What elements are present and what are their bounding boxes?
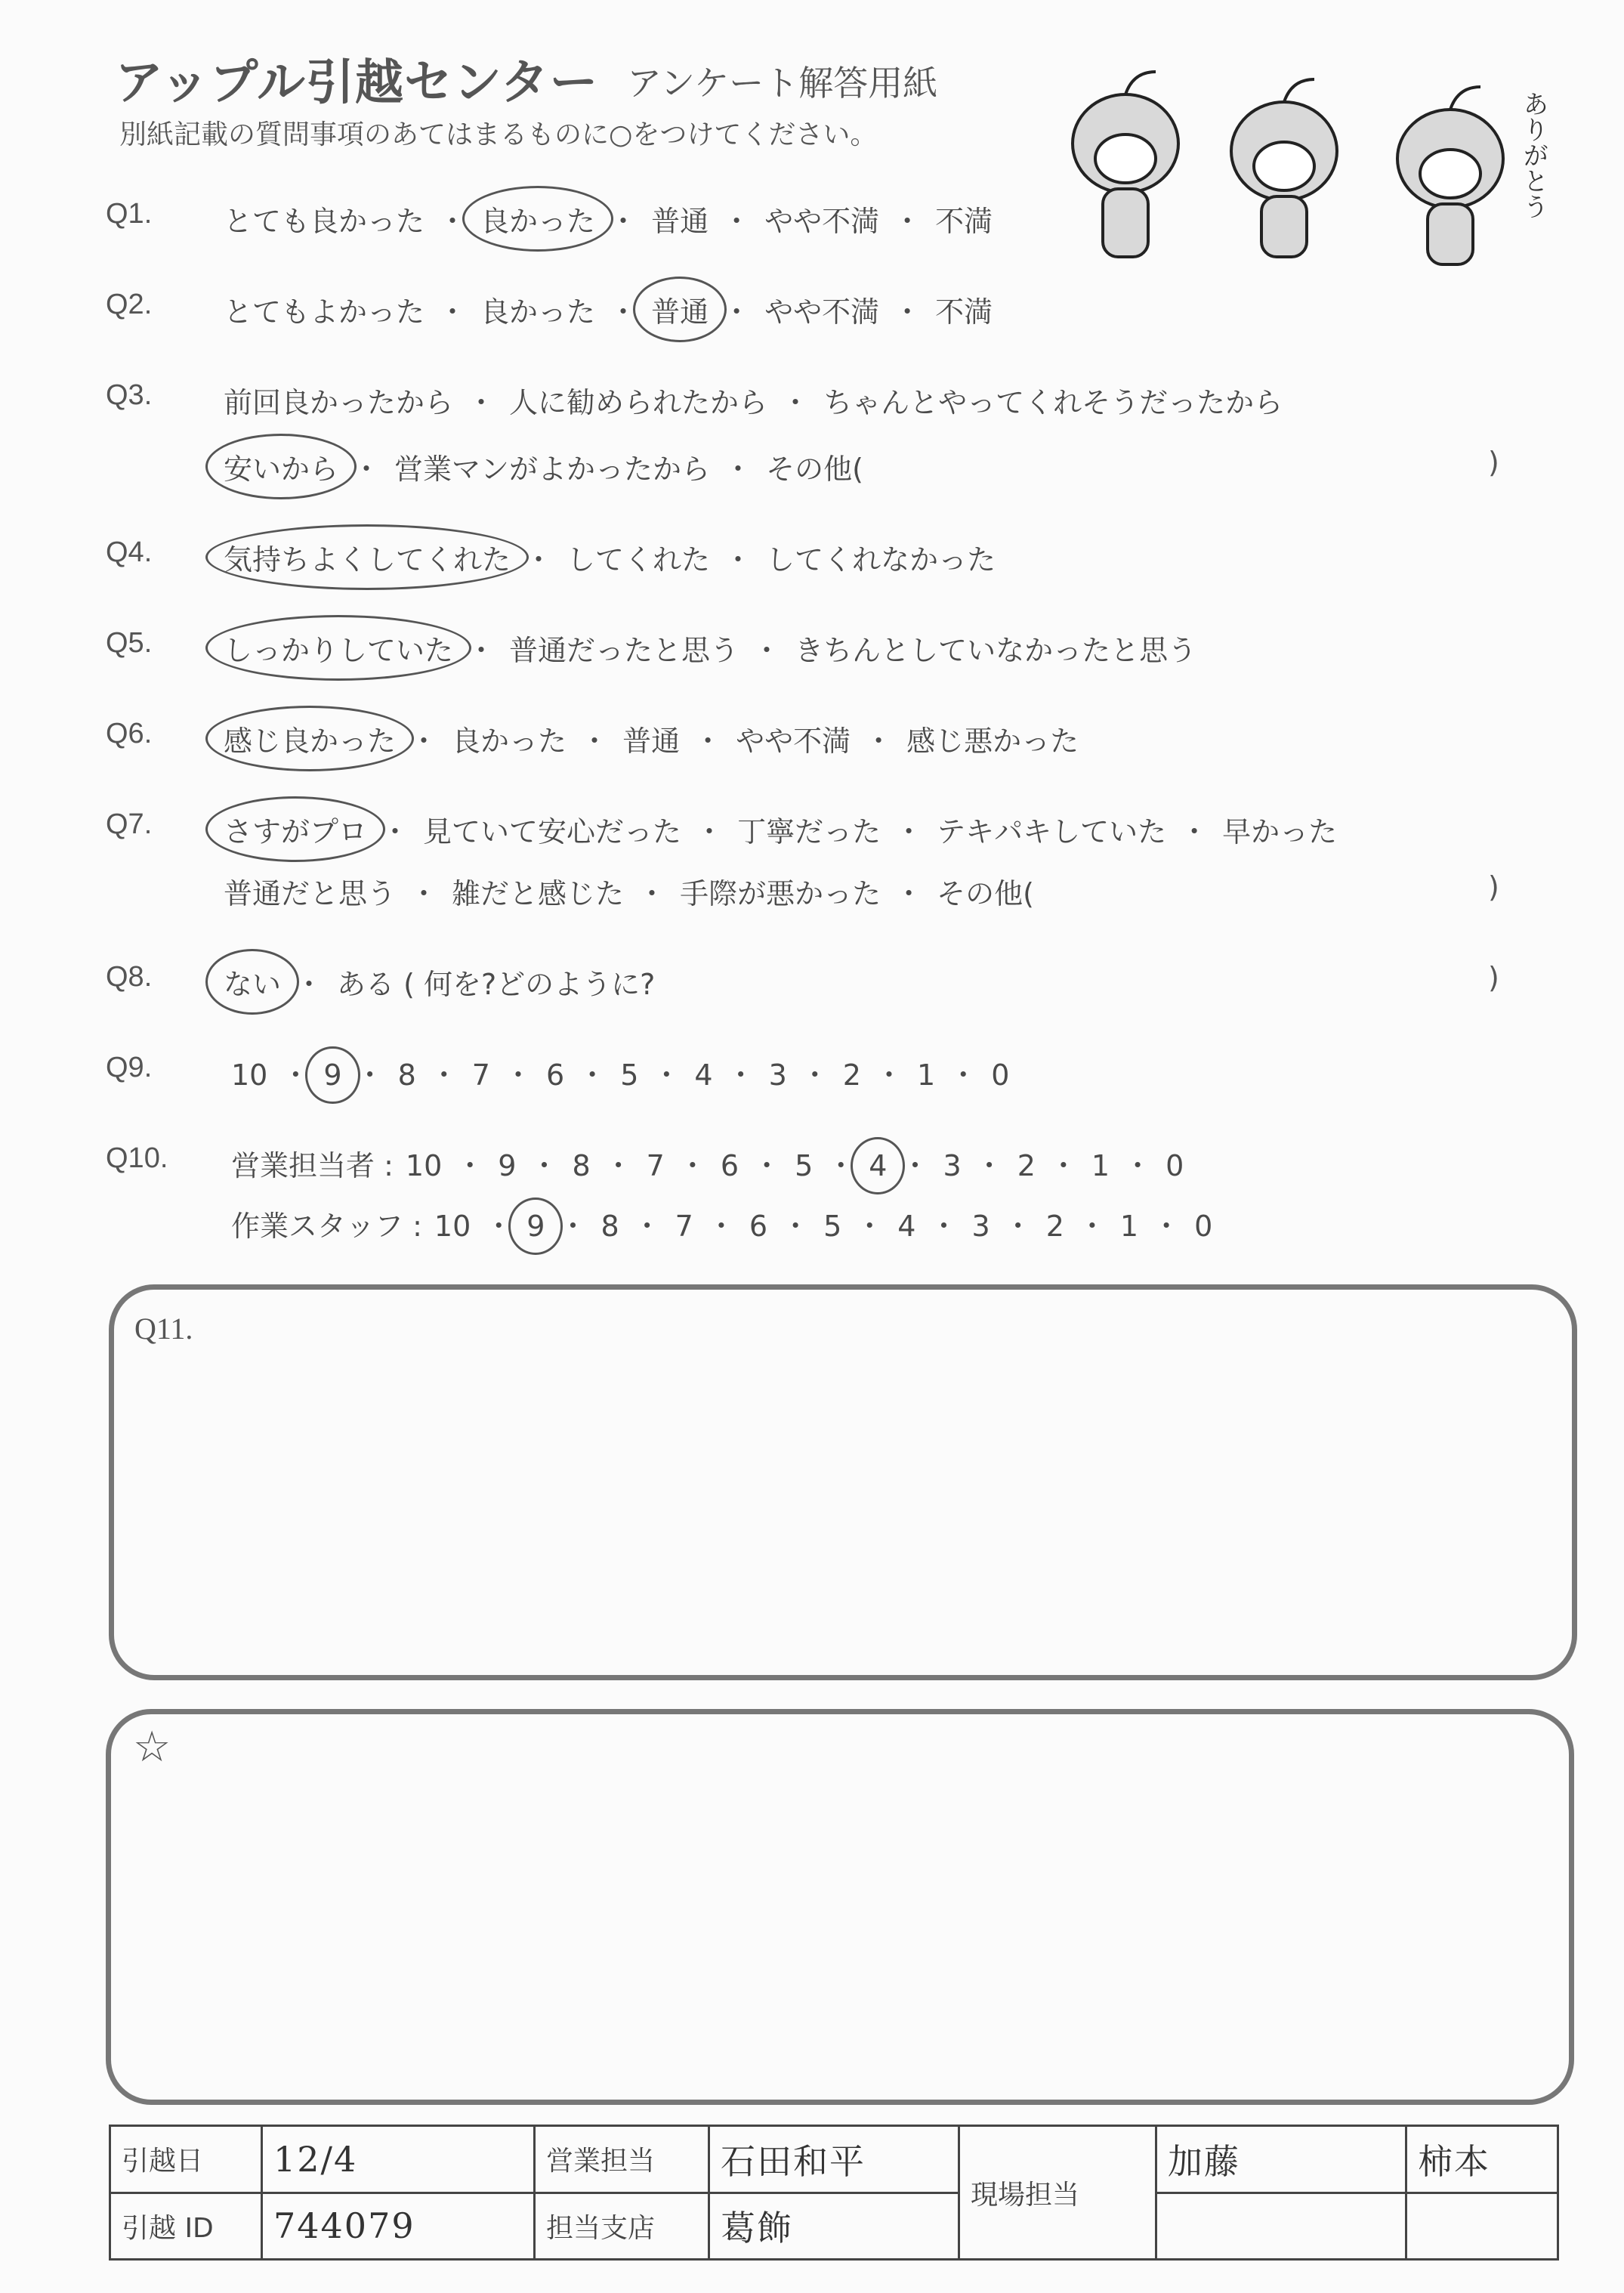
separator: ・: [800, 1058, 829, 1092]
question-label: Q7.: [106, 808, 153, 840]
separator: ・: [695, 815, 724, 848]
separator: ・: [893, 205, 922, 238]
answer-option[interactable]: 雑だと感じた: [452, 877, 625, 910]
separator: ・: [781, 1210, 810, 1243]
separator: ・: [558, 1210, 588, 1243]
star-comment-box[interactable]: [106, 1709, 1574, 2105]
separator: ・: [352, 453, 381, 486]
answer-option[interactable]: 2: [1017, 1149, 1036, 1182]
answer-option[interactable]: 6: [720, 1149, 739, 1182]
answer-option[interactable]: やや不満: [764, 295, 880, 329]
answer-option[interactable]: とてもよかった: [224, 295, 425, 329]
move-id-label: 引越 ID: [110, 2193, 262, 2260]
answer-option-selected[interactable]: 安いから: [224, 446, 338, 487]
separator: ・: [893, 295, 922, 329]
answer-option[interactable]: 10: [405, 1149, 443, 1182]
separator: ・: [722, 205, 752, 238]
separator: ・: [722, 295, 752, 329]
separator: ・: [1180, 815, 1209, 848]
answer-option[interactable]: 不満: [935, 295, 993, 329]
answer-option[interactable]: 普通だったと思う: [509, 634, 739, 667]
question-label: Q6.: [106, 718, 153, 749]
answer-option[interactable]: 営業マンがよかったから: [394, 453, 711, 486]
separator: ・: [467, 634, 496, 667]
answer-option[interactable]: ある ( 何を?どのように?: [337, 968, 656, 1001]
answer-option[interactable]: 8: [397, 1058, 416, 1092]
answer-option[interactable]: きちんとしていなかったと思う: [795, 634, 1197, 667]
answer-option-selected[interactable]: 9: [526, 1210, 545, 1243]
answer-option[interactable]: 前回良かったから: [224, 386, 454, 419]
monkey-right-icon: [1397, 87, 1503, 264]
separator: ・: [455, 1149, 485, 1182]
answer-option[interactable]: 5: [823, 1210, 842, 1243]
q11-label: Q11.: [134, 1312, 193, 1346]
answer-option[interactable]: その他(: [766, 453, 863, 486]
question-line: [224, 536, 996, 578]
site-value-1: 加藤: [1156, 2126, 1406, 2193]
separator: ・: [609, 205, 638, 238]
separator: ・: [381, 815, 410, 848]
question-label: Q1.: [106, 198, 153, 230]
star-label: ☆: [133, 1724, 171, 1771]
rating-prefix: 作業スタッフ :: [231, 1210, 422, 1243]
answer-option[interactable]: 0: [991, 1058, 1010, 1092]
answer-option[interactable]: テキパキしていた: [937, 815, 1167, 848]
answer-option-selected[interactable]: 良かった: [480, 198, 595, 239]
answer-option[interactable]: 1: [1091, 1149, 1110, 1182]
separator: ・: [693, 725, 723, 758]
answer-option[interactable]: 良かった: [452, 725, 567, 758]
answer-option-selected[interactable]: 4: [869, 1149, 888, 1182]
answer-option[interactable]: 手際が悪かった: [680, 877, 881, 910]
closing-paren: ): [1488, 870, 1499, 904]
separator: ・: [874, 1058, 903, 1092]
form-subtitle: アンケート解答用紙: [627, 63, 938, 104]
question-label: Q3.: [106, 379, 153, 411]
question-label: Q2.: [106, 289, 153, 320]
separator: ・: [355, 1058, 384, 1092]
question-line: [231, 1142, 1184, 1184]
separator: ・: [1048, 1149, 1078, 1182]
answer-option[interactable]: 8: [572, 1149, 591, 1182]
answer-option-selected[interactable]: さすがプロ: [224, 808, 367, 850]
answer-option[interactable]: してくれなかった: [766, 543, 996, 576]
closing-paren: ): [1488, 961, 1499, 994]
answer-option[interactable]: 人に勧められたから: [509, 386, 768, 419]
answer-option[interactable]: 普通: [622, 725, 681, 758]
branch-value: 葛飾: [709, 2193, 959, 2260]
separator: ・: [632, 1210, 662, 1243]
answer-option[interactable]: 7: [675, 1210, 693, 1243]
question-line: [224, 870, 1034, 912]
answer-option[interactable]: 10: [231, 1058, 268, 1092]
separator: ・: [652, 1058, 681, 1092]
answer-option[interactable]: 8: [601, 1210, 619, 1243]
thanks-text: ありがとう: [1518, 91, 1548, 219]
separator: ・: [724, 543, 753, 576]
q11-comment-box[interactable]: [109, 1284, 1577, 1680]
separator: ・: [580, 725, 610, 758]
separator: ・: [438, 295, 468, 329]
answer-option[interactable]: 4: [897, 1210, 916, 1243]
answer-option[interactable]: とても良かった: [224, 205, 425, 238]
question-label: Q4.: [106, 536, 153, 568]
separator: ・: [529, 1149, 559, 1182]
question-line: [224, 198, 993, 239]
separator: ・: [706, 1210, 736, 1243]
answer-option-selected[interactable]: 9: [323, 1058, 342, 1092]
answer-option[interactable]: 見ていて安心だった: [423, 815, 682, 848]
site-cell-empty-1: [1156, 2193, 1406, 2260]
footer-info-table: [109, 2125, 1559, 2261]
separator: ・: [1123, 1149, 1153, 1182]
answer-option[interactable]: 1: [1119, 1210, 1139, 1243]
question-line: [224, 627, 1196, 669]
answer-option[interactable]: 1: [917, 1058, 936, 1092]
separator: ・: [1077, 1210, 1107, 1243]
separator: ・: [503, 1058, 533, 1092]
answer-option[interactable]: 丁寧だった: [737, 815, 881, 848]
separator: ・: [974, 1149, 1004, 1182]
answer-option[interactable]: 普通だと思う: [224, 877, 397, 910]
site-label: 現場担当: [959, 2126, 1156, 2260]
separator: ・: [864, 725, 894, 758]
answer-option[interactable]: やや不満: [736, 725, 851, 758]
branch-label: 担当支店: [535, 2193, 709, 2260]
separator: ・: [467, 386, 496, 419]
separator: ・: [929, 1210, 959, 1243]
answer-option[interactable]: 不満: [935, 205, 993, 238]
answer-option[interactable]: 4: [694, 1058, 713, 1092]
monkey-mascot-illustration: [1050, 45, 1564, 272]
answer-option[interactable]: その他(: [937, 877, 1034, 910]
move-date-label: 引越日: [110, 2126, 262, 2193]
separator: ・: [409, 877, 439, 910]
question-line: [224, 961, 655, 1003]
separator: ・: [578, 1058, 607, 1092]
closing-paren: ): [1488, 446, 1499, 479]
answer-option[interactable]: 3: [768, 1058, 787, 1092]
answer-option[interactable]: 6: [545, 1058, 565, 1092]
answer-option[interactable]: 感じ悪かった: [906, 725, 1079, 758]
answer-option[interactable]: 6: [749, 1210, 768, 1243]
answer-option[interactable]: やや不満: [764, 205, 880, 238]
answer-option[interactable]: 5: [620, 1058, 639, 1092]
sales-value: 石田和平: [709, 2126, 959, 2193]
answer-option-selected[interactable]: 普通: [651, 289, 709, 330]
question-label: Q8.: [106, 961, 153, 993]
separator: ・: [524, 543, 554, 576]
question-line: [224, 446, 863, 487]
separator: ・: [678, 1149, 707, 1182]
answer-option[interactable]: 0: [1166, 1149, 1184, 1182]
question-line: [224, 379, 1283, 421]
separator: ・: [752, 1149, 782, 1182]
separator: ・: [438, 205, 468, 238]
separator: ・: [724, 453, 753, 486]
answer-option[interactable]: 10: [434, 1210, 471, 1243]
answer-option[interactable]: 9: [498, 1149, 517, 1182]
separator: ・: [894, 815, 924, 848]
separator: ・: [1152, 1210, 1181, 1243]
separator: ・: [752, 634, 782, 667]
answer-option-selected[interactable]: 感じ良かった: [224, 718, 396, 759]
separator: ・: [781, 386, 810, 419]
question-line: [231, 1203, 1212, 1244]
question-label: Q5.: [106, 627, 153, 659]
move-id-value: 744079: [262, 2193, 535, 2260]
site-cell-empty-2: [1406, 2193, 1558, 2260]
separator: ・: [281, 1058, 310, 1092]
separator: ・: [638, 877, 667, 910]
question-line: [224, 289, 993, 330]
answer-option[interactable]: 2: [842, 1058, 861, 1092]
answer-option-selected[interactable]: ない: [224, 961, 281, 1003]
move-date-value: 12/4: [262, 2126, 535, 2193]
answer-option[interactable]: してくれた: [567, 543, 711, 576]
monkey-left-icon: [1073, 72, 1178, 257]
answer-option[interactable]: 良かった: [480, 295, 596, 329]
separator: ・: [295, 968, 324, 1001]
question-line: [224, 808, 1337, 850]
answer-option[interactable]: 3: [971, 1210, 990, 1243]
answer-option[interactable]: 普通: [651, 205, 709, 238]
question-label: Q10.: [106, 1142, 168, 1174]
answer-option[interactable]: 5: [795, 1149, 814, 1182]
instruction-text: 別紙記載の質問事項のあてはまるものに○をつけてください。: [119, 119, 878, 150]
separator: ・: [900, 1149, 930, 1182]
site-value-2: 柿本: [1406, 2126, 1558, 2193]
answer-option-selected[interactable]: 気持ちよくしてくれた: [224, 536, 511, 578]
separator: ・: [826, 1149, 856, 1182]
question-line: [231, 1052, 1009, 1093]
answer-option[interactable]: ちゃんとやってくれそうだったから: [823, 386, 1283, 419]
separator: ・: [1003, 1210, 1033, 1243]
answer-option[interactable]: 早かった: [1222, 815, 1338, 848]
answer-option[interactable]: 0: [1194, 1210, 1213, 1243]
separator: ・: [949, 1058, 978, 1092]
rating-prefix: 営業担当者 :: [231, 1149, 394, 1182]
separator: ・: [609, 295, 638, 329]
separator: ・: [484, 1210, 514, 1243]
separator: ・: [429, 1058, 458, 1092]
answer-option[interactable]: 7: [471, 1058, 490, 1092]
question-label: Q9.: [106, 1052, 153, 1083]
separator: ・: [855, 1210, 885, 1243]
sales-label: 営業担当: [535, 2126, 709, 2193]
separator: ・: [726, 1058, 755, 1092]
monkey-middle-icon: [1231, 79, 1337, 257]
separator: ・: [409, 725, 439, 758]
question-line: [224, 718, 1079, 759]
separator: ・: [604, 1149, 633, 1182]
answer-option[interactable]: 2: [1045, 1210, 1064, 1243]
separator: ・: [894, 877, 924, 910]
company-title: アップル引越センター: [115, 55, 599, 111]
answer-option[interactable]: 3: [943, 1149, 962, 1182]
answer-option[interactable]: 7: [646, 1149, 665, 1182]
answer-option-selected[interactable]: しっかりしていた: [224, 627, 453, 669]
